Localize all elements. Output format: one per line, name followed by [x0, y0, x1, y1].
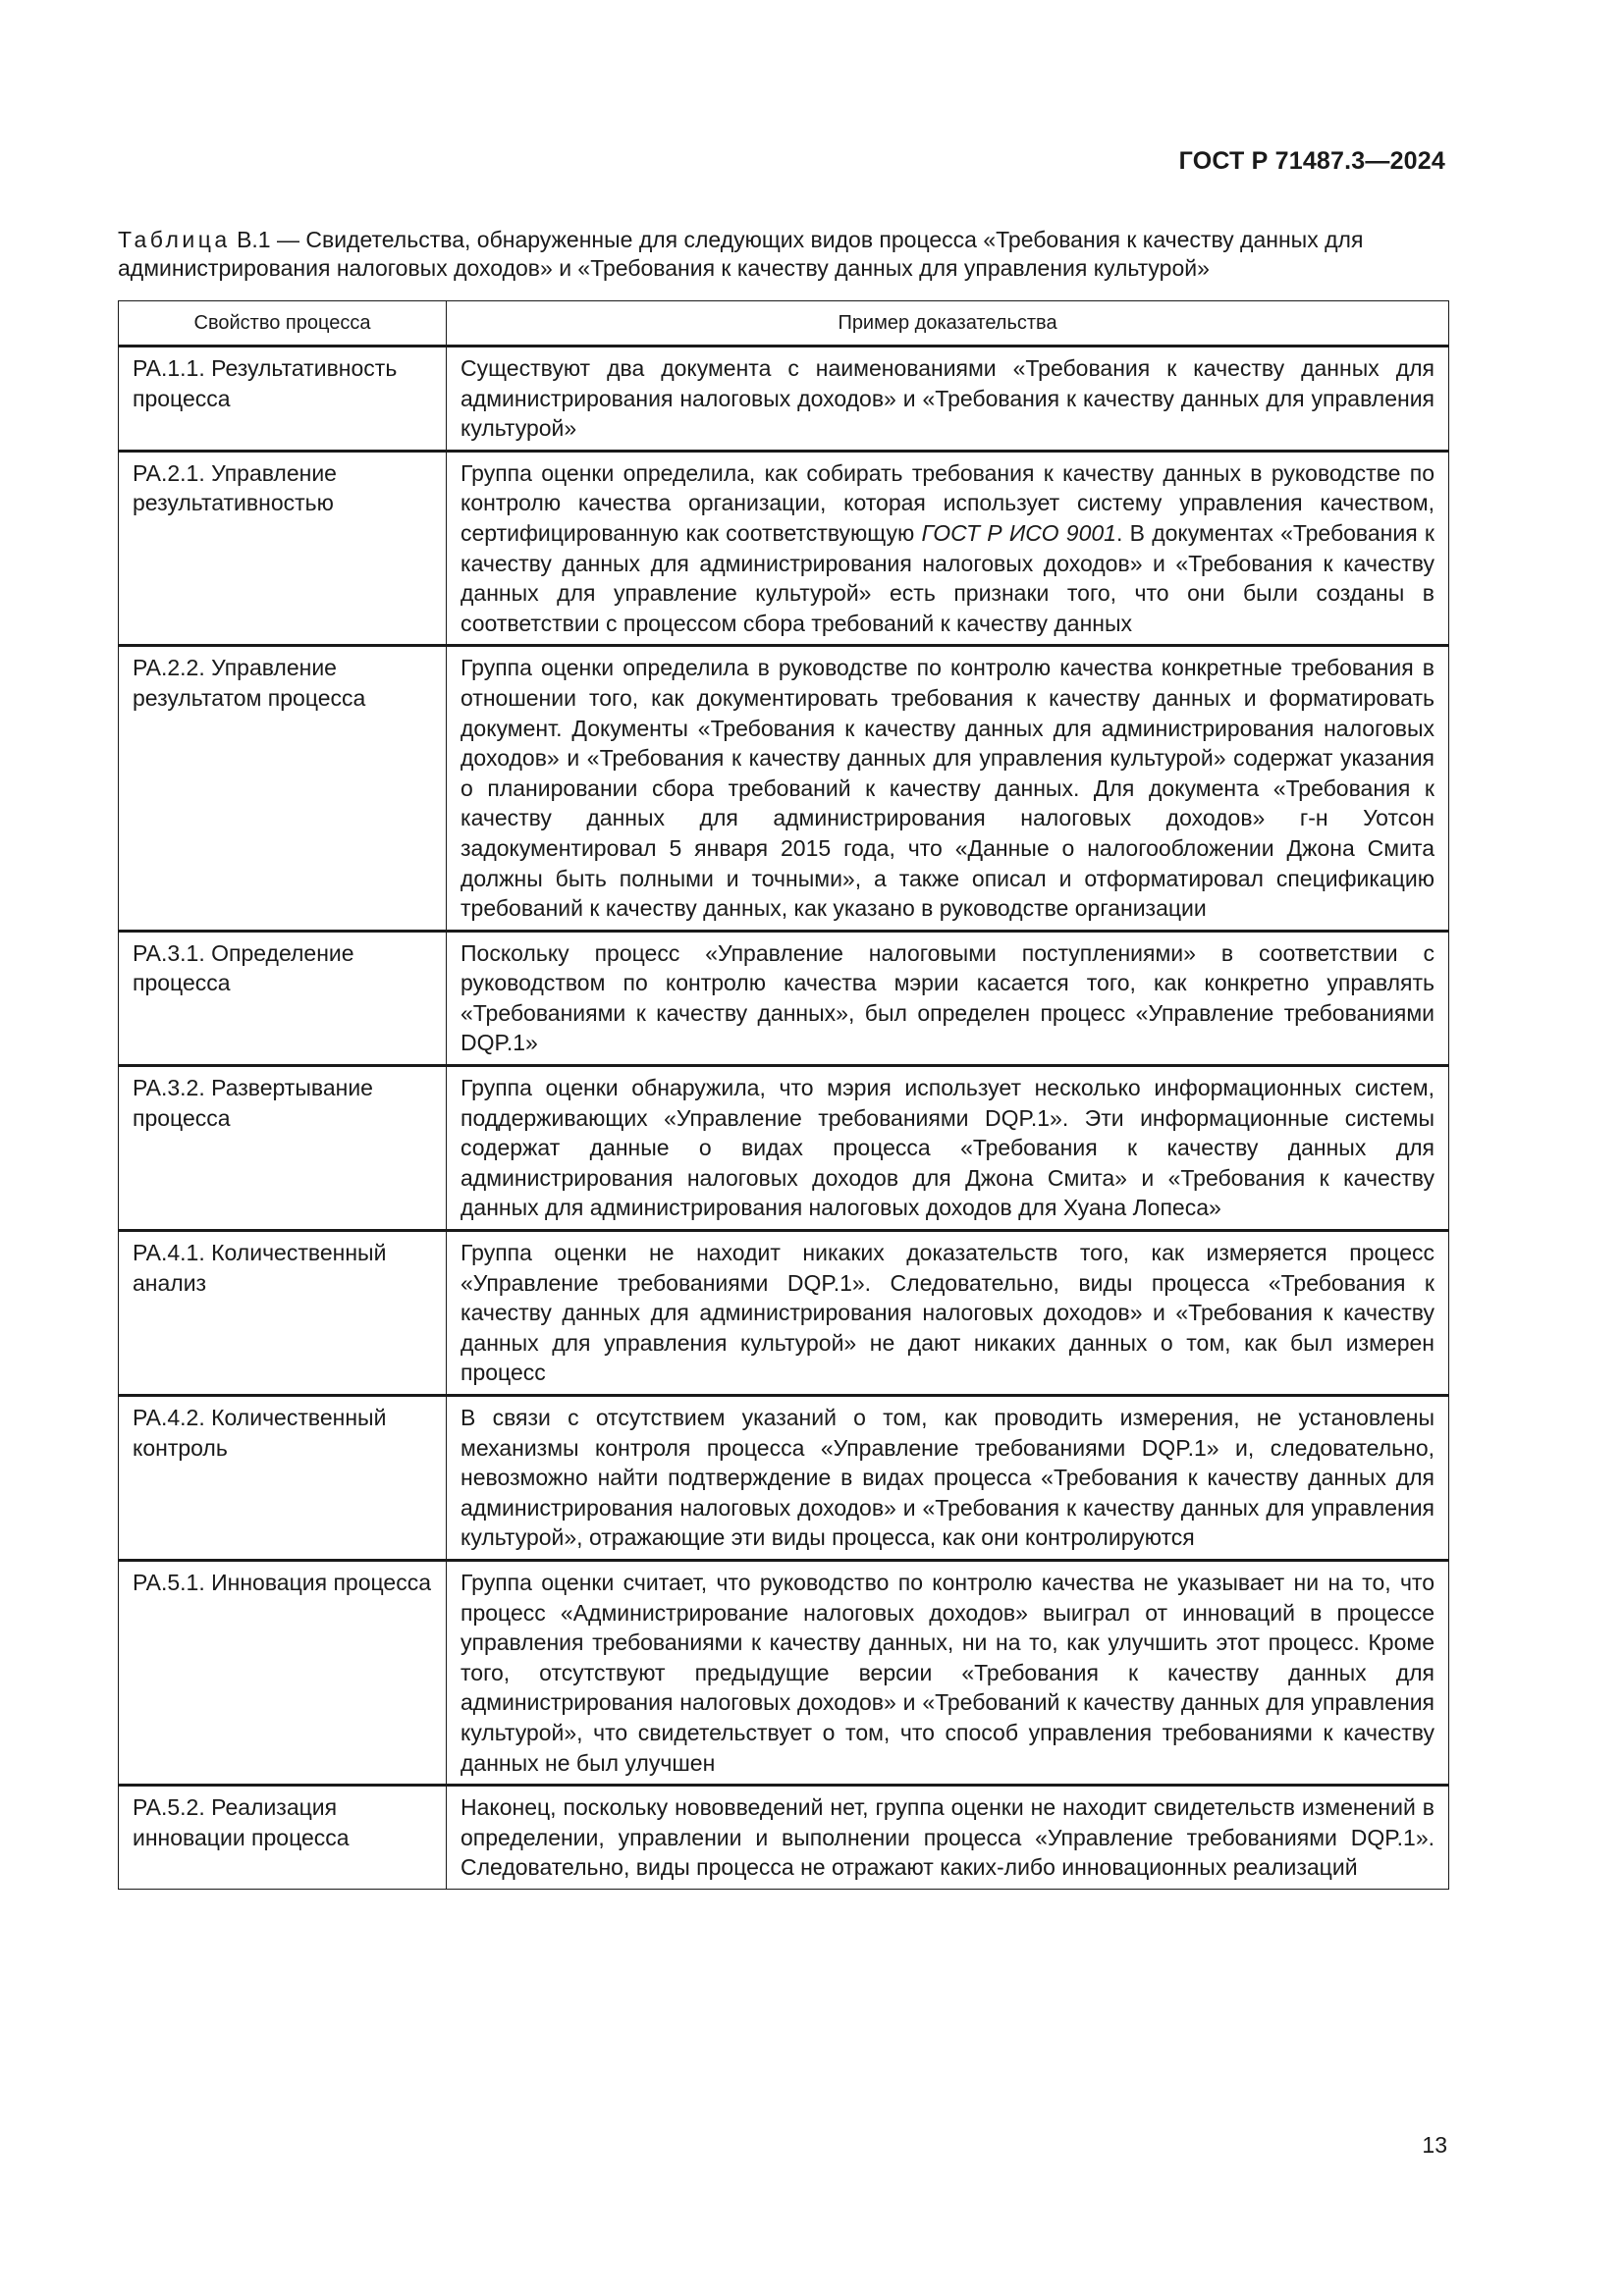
- example-cell: [447, 451, 1449, 646]
- example-text: Группа оценки определила, как собирать требования к качеству данных в руководстве по контролю качества организации, которая использует систему управления качеством, сертифицированную как соответствующую: [460, 459, 1435, 546]
- table-row: [119, 451, 1449, 646]
- table-row: [119, 1396, 1449, 1561]
- table-caption: [118, 226, 1448, 283]
- example-cell: Существуют два документа с наименованиями «Требования к качеству данных для администрирования налоговых доходов» и «Требования к качеству данных для управления культурой»: [447, 347, 1449, 452]
- column-header-property: Свойство процесса: [119, 301, 447, 347]
- document-code: ГОСТ Р 71487.3—2024: [1178, 147, 1445, 175]
- table-row: [119, 1066, 1449, 1231]
- table-header-row: [119, 301, 1449, 347]
- evidence-table: [118, 300, 1449, 1890]
- table-row: [119, 1560, 1449, 1785]
- table-row: [119, 1786, 1449, 1890]
- property-cell: PA.1.1. Результативность процесса: [119, 347, 447, 452]
- example-cell: Наконец, поскольку нововведений нет, группа оценки не находит свидетельств изменений в определении, управлении и выполнении процесса «Управление требованиями DQP.1». Следовательно, виды процесса не отражают каких-либо инновационных реализаций: [447, 1786, 1449, 1890]
- table-caption-text: В.1 — Свидетельства, обнаруженные для следующих видов процесса «Требования к качеству данных для администрирования налоговых доходов» и «Требования к качеству данных для управления культурой»: [118, 227, 1364, 281]
- table-row: [119, 1231, 1449, 1396]
- example-cell: Группа оценки не находит никаких доказательств того, как измеряется процесс «Управление требованиями DQP.1». Следовательно, виды процесса «Требования к качеству данных для администрирования налоговых доходов» и «Требования к качеству данных для управления культурой» не дают никаких данных о том, как был измерен процесс: [447, 1231, 1449, 1396]
- table-row: [119, 646, 1449, 931]
- column-header-example: Пример доказательства: [447, 301, 1449, 347]
- table-caption-prefix: Таблица: [118, 227, 231, 252]
- example-cell: Группа оценки считает, что руководство по контролю качества не указывает ни на то, что процесс «Администрирование налоговых доходов» выиграл от инноваций в процессе управления требованиями к качеству данных, ни на то, как улучшить этот процесс. Кроме того, отсутствуют предыдущие версии «Требования к качеству данных для администрирования налоговых доходов» и «Требований к качеству данных для управления культурой», что свидетельствует о том, что способ управления требованиями к качеству данных не был улучшен: [447, 1560, 1449, 1785]
- property-cell: PA.5.2. Реализация инновации процесса: [119, 1786, 447, 1890]
- example-cell: Поскольку процесс «Управление налоговыми поступлениями» в соответствии с руководством по контролю качества мэрии касается того, как конкретно управлять «Требованиями к качеству данных», был определен процесс «Управление требованиями DQP.1»: [447, 931, 1449, 1065]
- example-cell: Группа оценки обнаружила, что мэрия использует несколько информационных систем, поддерживающих «Управление требованиями DQP.1». Эти информационные системы содержат данные о видах процесса «Требования к качеству данных для администрирования налоговых доходов для Джона Смита» и «Требования к качеству данных для администрирования налоговых доходов для Хуана Лопеса»: [447, 1066, 1449, 1231]
- property-cell: PA.3.2. Развертывание процесса: [119, 1066, 447, 1231]
- table-row: [119, 347, 1449, 452]
- example-cell: Группа оценки определила в руководстве по контролю качества конкретные требования в отношении того, как документировать требования к качеству данных и форматировать документ. Документы «Требования к качеству данных для администрирования налоговых доходов» и «Требования к качеству данных для управления культурой» содержат указания о планировании сбора требований к качеству данных. Для документа «Требования к качеству данных для администрирования налоговых доходов» г-н Уотсон задокументировал 5 января 2015 года, что «Данные о налогообложении Джона Смита должны быть полными и точными», а также описал и отформатировал спецификацию требований к качеству данных, как указано в руководстве организации: [447, 646, 1449, 931]
- example-text: . В документах «Требования к качеству данных для администрирования налоговых доходов» и «Требования к качеству данных для управление культурой» есть признаки того, что они были созданы в соответствии с процессом сбора требований к качеству данных: [460, 519, 1435, 636]
- property-cell: PA.5.1. Инновация процесса: [119, 1560, 447, 1785]
- property-cell: PA.2.1. Управление результативностью: [119, 451, 447, 646]
- example-cell: В связи с отсутствием указаний о том, как проводить измерения, не установлены механизмы контроля процесса «Управление требованиями DQP.1» и, следовательно, невозможно найти подтверждение в видах процесса «Требования к качеству данных для администрирования налоговых доходов» и «Требования к качеству данных для управления культурой», отражающие эти виды процесса, как они контролируются: [447, 1396, 1449, 1561]
- property-cell: PA.3.1. Определение процесса: [119, 931, 447, 1065]
- property-cell: PA.4.1. Количественный анализ: [119, 1231, 447, 1396]
- property-cell: PA.2.2. Управление результатом процесса: [119, 646, 447, 931]
- table-row: [119, 931, 1449, 1065]
- property-cell: PA.4.2. Количественный контроль: [119, 1396, 447, 1561]
- page-number: 13: [1422, 2132, 1447, 2158]
- standard-reference: ГОСТ Р ИСО 9001: [921, 519, 1116, 546]
